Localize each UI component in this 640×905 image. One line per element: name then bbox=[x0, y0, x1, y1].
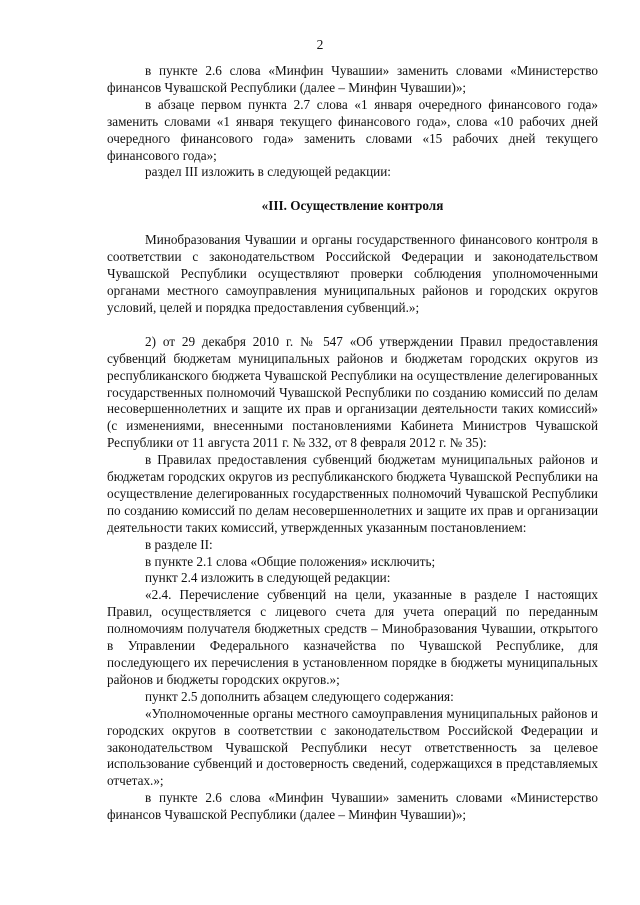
paragraph-decree-547: 2) от 29 декабря 2010 г. № 547 «Об утверждении Правил предоставления субвенций бюджетам муниципальных районов и бюджетам городских округов из республиканского бюджета Чувашской Республики на осуществление делегированных государственных полномочий Чувашской Республики по созданию комиссий по делам несовершеннолетних и защите их прав и организации деятельности таких комиссий» (с изменениями, внесенными постановлениями Кабинета Министров Чувашской Республики от 11 августа 2011 г. № 332, от 8 февраля 2012 г. № 35): bbox=[107, 333, 598, 451]
section-heading: «III. Осуществление контроля bbox=[261, 198, 444, 214]
paragraph-point-2-1: в пункте 2.1 слова «Общие положения» исключить; bbox=[145, 553, 436, 569]
paragraph-point-2-5-intro: пункт 2.5 дополнить абзацем следующего содержания: bbox=[145, 688, 454, 704]
paragraph-section-ii: в разделе II: bbox=[145, 536, 213, 552]
paragraph-point-2-5-text: «Уполномоченные органы местного самоуправления муниципальных районов и городских округов в соответствии с законодательством Российской Федерации и законодательством Чувашской Республики несут ответственность за целевое использование субвенций и достоверность сведений, содержащихся в представляемых отчетах.»; bbox=[107, 705, 598, 789]
paragraph-rules-intro: в Правилах предоставления субвенций бюджетам муниципальных районов и бюджетам городских округов из республиканского бюджета Чувашской Республики на осуществление делегированных государственных полномочий Чувашской Республики по созданию комиссий по делам несовершеннолетних и защите их прав и организации деятельности таких комиссий, утвержденных указанным постановлением: bbox=[107, 452, 598, 535]
paragraph-amend-2-6: в пункте 2.6 слова «Минфин Чувашии» заменить словами «Министерство финансов Чувашской Республики (далее – Минфин Чувашии)»; bbox=[107, 63, 598, 95]
document-body bbox=[107, 63, 598, 824]
paragraph-point-2-4-intro: пункт 2.4 изложить в следующей редакции: bbox=[145, 570, 391, 586]
paragraph-amend-2-6-repeat: в пункте 2.6 слова «Минфин Чувашии» заменить словами «Министерство финансов Чувашской Республики (далее – Минфин Чувашии)»; bbox=[107, 790, 598, 823]
paragraph-point-2-4-text: «2.4. Перечисление субвенций на цели, указанные в разделе I настоящих Правил, осуществляется с лицевого счета для учета операций по переданным полномочиям получателя бюджетных средств – Минобразования Чувашии, открытого в Управлении Федерального казначейства по Чувашской Республике, для последующего их перечисления в установленном порядке в бюджеты муниципальных районов и бюджеты городских округов.»; bbox=[107, 587, 598, 687]
paragraph-section-iii-intro: раздел III изложить в следующей редакции: bbox=[145, 164, 391, 180]
paragraph-amend-2-7: в абзаце первом пункта 2.7 слова «1 января очередного финансового года» заменить словами «1 января текущего финансового года», слова «10 рабочих дней очередного финансового года» заменить словами «15 рабочих дней текущего финансового года»; bbox=[107, 96, 598, 163]
page-number: 2 bbox=[316, 37, 324, 52]
paragraph-control: Минобразования Чувашии и органы государственного финансового контроля в соответствии с законодательством Российской Федерации и законодательством Чувашской Республики осуществляют проверки соблюдения уполномоченными органами местного самоуправления муниципальных районов и городских округов условий, целей и порядка предоставления субвенций.»; bbox=[107, 232, 598, 315]
